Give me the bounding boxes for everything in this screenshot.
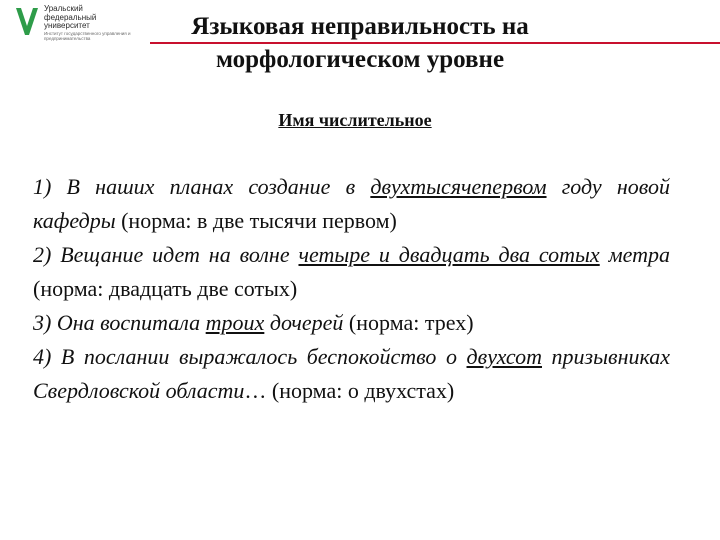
title-line-1: Языковая неправильность на — [191, 13, 529, 40]
example-text: году новой кафедры — [33, 174, 670, 233]
example-item — [33, 170, 670, 238]
example-item — [33, 340, 670, 408]
title-line-2: морфологическом уровне — [215, 46, 505, 73]
example-text: (норма: в две тысячи первом) — [115, 208, 397, 233]
example-item — [33, 238, 670, 306]
ural-federal-university-logo — [14, 4, 144, 44]
examples-list — [33, 170, 670, 408]
logo-line: федеральный — [44, 12, 97, 22]
example-text: 4) В послании выражалось беспокойство о — [33, 344, 467, 369]
example-text: 1) В наших планах создание в — [33, 174, 371, 199]
example-item — [33, 306, 670, 340]
logo-line: университет — [44, 21, 90, 30]
university-emblem-icon — [14, 4, 40, 38]
error-word: троих — [205, 310, 265, 335]
example-text: дочерей — [264, 310, 344, 335]
example-text: 2) Вещание идет на волне — [33, 242, 299, 267]
example-text: (норма: трех) — [343, 310, 474, 335]
page-title — [150, 10, 570, 76]
logo-line: Уральский — [44, 4, 83, 13]
section-subtitle: Имя числительное — [278, 110, 432, 130]
logo-text — [44, 5, 96, 31]
example-text: … (норма: о двухстах) — [244, 378, 455, 403]
error-word: двухсот — [466, 344, 542, 369]
example-text: призывниках Свердловской области — [33, 344, 670, 403]
error-word: четыре и двадцать два сотых — [298, 242, 600, 267]
example-text: метра — [599, 242, 670, 267]
error-word: двухтысячепервом — [370, 174, 547, 199]
example-text: (норма: двадцать две сотых) — [33, 276, 298, 301]
example-text: 3) Она воспитала — [33, 310, 206, 335]
logo-subtitle: Институт государственного управления и предпринимательства — [44, 31, 131, 41]
